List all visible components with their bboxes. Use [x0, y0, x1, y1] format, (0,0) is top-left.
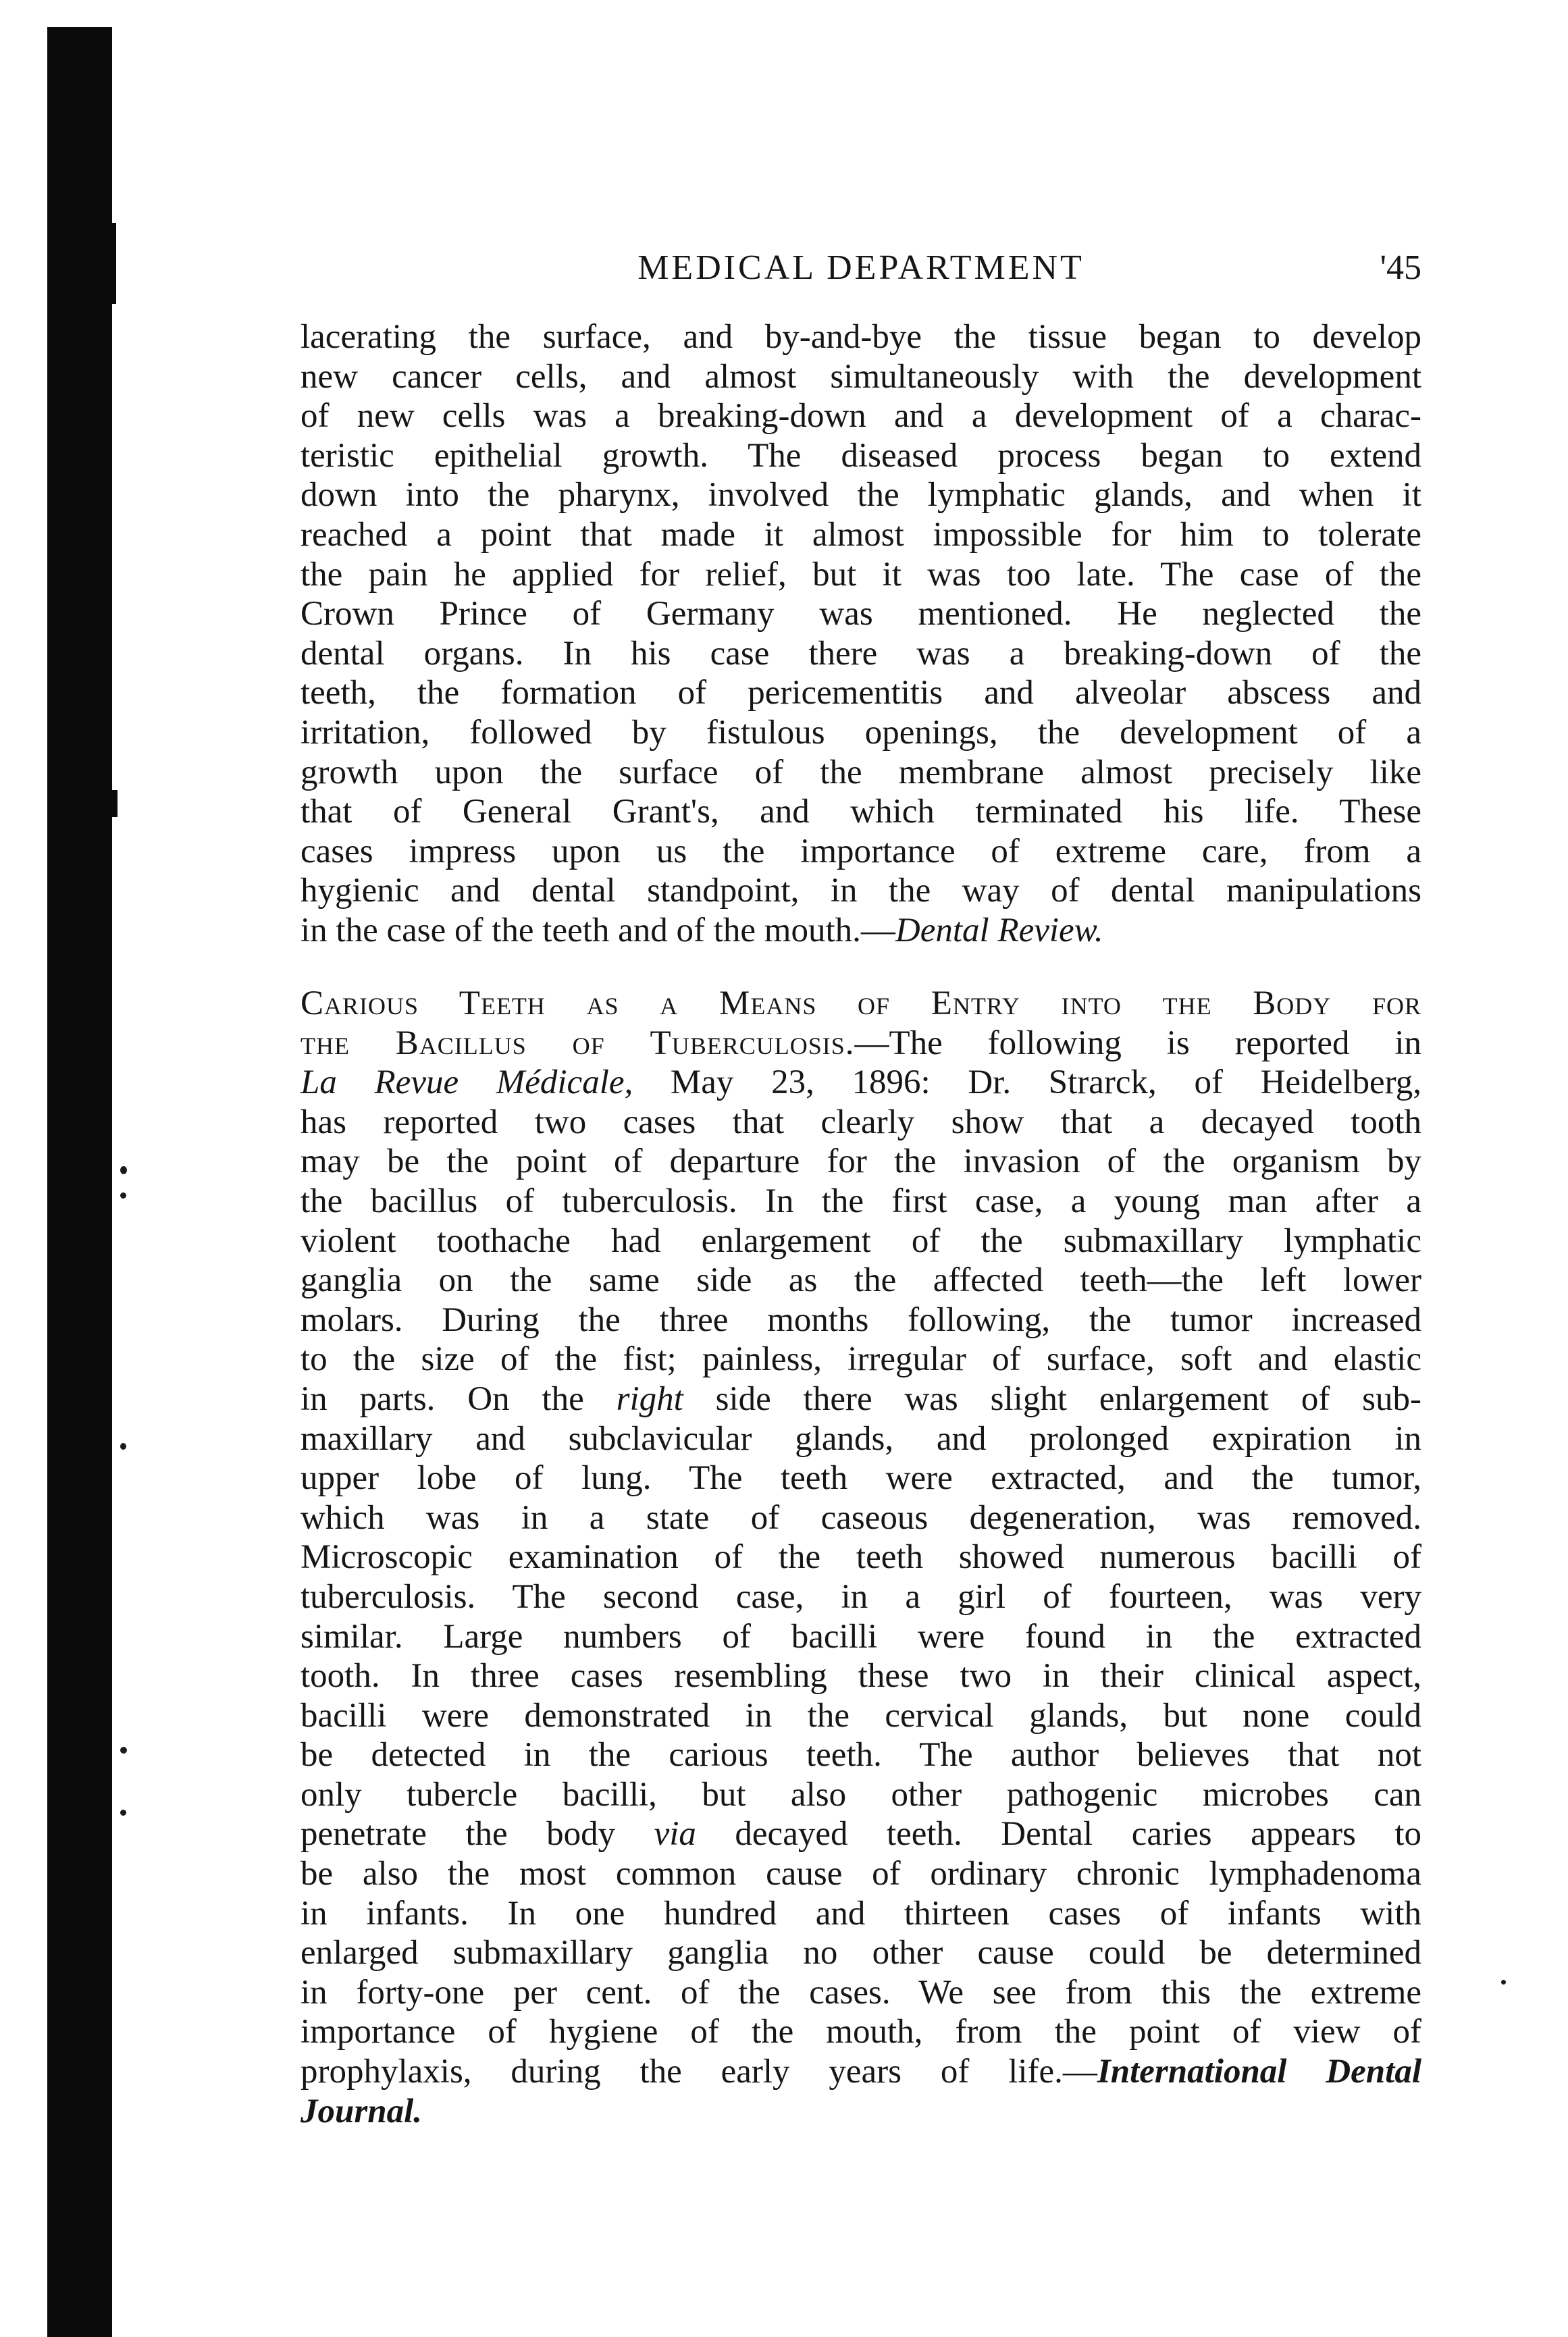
text-line [300, 1024, 1421, 1064]
text-line: the pain he applied for relief, but it was too late. The case of the [300, 555, 1421, 594]
line-text: side there was slight enlargement of sub- [683, 1380, 1421, 1418]
text-line: of new cells was a breaking-down and a development of a charac- [300, 397, 1421, 436]
text-line: violent toothache had enlargement of the submaxillary lymphatic [300, 1222, 1421, 1260]
line-text: —The following is reported in [854, 1024, 1421, 1062]
text-line: importance of hygiene of the mouth, from the point of view of [300, 2013, 1421, 2051]
text-line: bacilli were demonstrated in the cervical glands, but none could [300, 1696, 1421, 1735]
text-line: cases impress upon us the importance of extreme care, from a [300, 832, 1421, 870]
text-line [300, 1380, 1421, 1419]
line-text: in parts. On the [300, 1380, 617, 1418]
text-line: down into the pharynx, involved the lymphatic glands, and when it [300, 476, 1421, 515]
text-line [300, 1063, 1421, 1103]
text-line: Microscopic examination of the teeth showed numerous bacilli of [300, 1538, 1421, 1577]
text-line: only tubercle bacilli, but also other pathogenic microbes can [300, 1775, 1421, 1814]
text-line: tuberculosis. The second case, in a girl of fourteen, was very [300, 1577, 1421, 1616]
article-carious-teeth [300, 984, 1421, 2131]
text-line: tooth. In three cases resembling these two in their clinical aspect, [300, 1657, 1421, 1696]
text-line [300, 911, 1421, 951]
text-line: upper lobe of lung. The teeth were extracted, and the tumor, [300, 1459, 1421, 1498]
text-line: new cancer cells, and almost simultaneously with the development [300, 357, 1421, 396]
text-line: that of General Grant's, and which terminated his life. These [300, 793, 1421, 831]
scan-speck [120, 1747, 127, 1754]
article-title-line: Carious Teeth as a Means of Entry into the Body for [300, 984, 1421, 1022]
text-line: the bacillus of tuberculosis. In the first case, a young man after a [300, 1182, 1421, 1220]
text-line: reached a point that made it almost impossible for him to tolerate [300, 515, 1421, 554]
page-number: '45 [1380, 248, 1421, 287]
scan-speck [120, 1810, 126, 1816]
text-line: irritation, followed by fistulous openings, the development of a [300, 713, 1421, 752]
running-title: MEDICAL DEPARTMENT [637, 248, 1084, 287]
paragraph-continuation [300, 317, 1421, 951]
binding-scan-artifact [108, 790, 117, 817]
scan-speck [1501, 1980, 1506, 1985]
emphasis: right [616, 1380, 683, 1418]
text-line: hygienic and dental standpoint, in the way of dental manipulations [300, 872, 1421, 910]
text-line: Crown Prince of Germany was mentioned. He neglected the [300, 595, 1421, 633]
line-text: decayed teeth. Dental caries appears to [696, 1815, 1421, 1854]
binding-scan-artifact [101, 223, 116, 304]
emphasis: via [654, 1815, 696, 1854]
text-line: teristic epithelial growth. The diseased process began to extend [300, 436, 1421, 475]
scan-speck [120, 1192, 126, 1199]
text-line: molars. During the three months following, the tumor increased [300, 1301, 1421, 1339]
text-line: ganglia on the same side as the affected teeth—the left lower [300, 1261, 1421, 1300]
source-citation: Dental Review. [895, 911, 1103, 949]
text-line: teeth, the formation of pericementitis and alveolar abscess and [300, 674, 1421, 712]
text-line: which was in a state of caseous degeneration, was removed. [300, 1498, 1421, 1537]
source-citation: Journal. [300, 2092, 422, 2130]
scan-speck [120, 1443, 126, 1450]
line-text: prophylaxis, during the early years of life.— [300, 2053, 1097, 2091]
text-line: in forty-one per cent. of the cases. We see from this the extreme [300, 1973, 1421, 2012]
text-line [300, 1814, 1421, 1854]
text-line: maxillary and subclavicular glands, and prolonged expiration in [300, 1419, 1421, 1458]
text-line [300, 2052, 1421, 2092]
page-binding-edge [47, 27, 112, 2337]
journal-name: La Revue Médicale, [300, 1064, 633, 1102]
text-line: growth upon the surface of the membrane almost precisely like [300, 753, 1421, 791]
text-line: has reported two cases that clearly show that a decayed tooth [300, 1103, 1421, 1141]
text-line: in infants. In one hundred and thirteen cases of infants with [300, 1894, 1421, 1933]
text-line: may be the point of departure for the invasion of the organism by [300, 1143, 1421, 1181]
text-line: enlarged submaxillary ganglia no other cause could be determined [300, 1934, 1421, 1972]
source-citation: International Dental [1097, 2053, 1421, 2091]
line-text: penetrate the body [300, 1815, 654, 1854]
scan-speck [120, 1166, 127, 1174]
article-title-line: the Bacillus of Tuberculosis. [300, 1024, 855, 1062]
line-text: May 23, 1896: Dr. Strarck, of Heidelberg, [633, 1064, 1421, 1102]
text-line: dental organs. In his case there was a breaking-down of the [300, 634, 1421, 673]
text-line: to the size of the fist; painless, irregular of surface, soft and elastic [300, 1340, 1421, 1379]
line-text: in the case of the teeth and of the mouth.— [300, 911, 895, 949]
text-line: be detected in the carious teeth. The author believes that not [300, 1736, 1421, 1775]
page-header [300, 244, 1421, 292]
text-line: lacerating the surface, and by-and-bye the tissue began to develop [300, 318, 1421, 356]
text-line: be also the most common cause of ordinary chronic lymphadenoma [300, 1855, 1421, 1893]
text-line [300, 2092, 1421, 2132]
text-line: similar. Large numbers of bacilli were found in the extracted [300, 1617, 1421, 1656]
